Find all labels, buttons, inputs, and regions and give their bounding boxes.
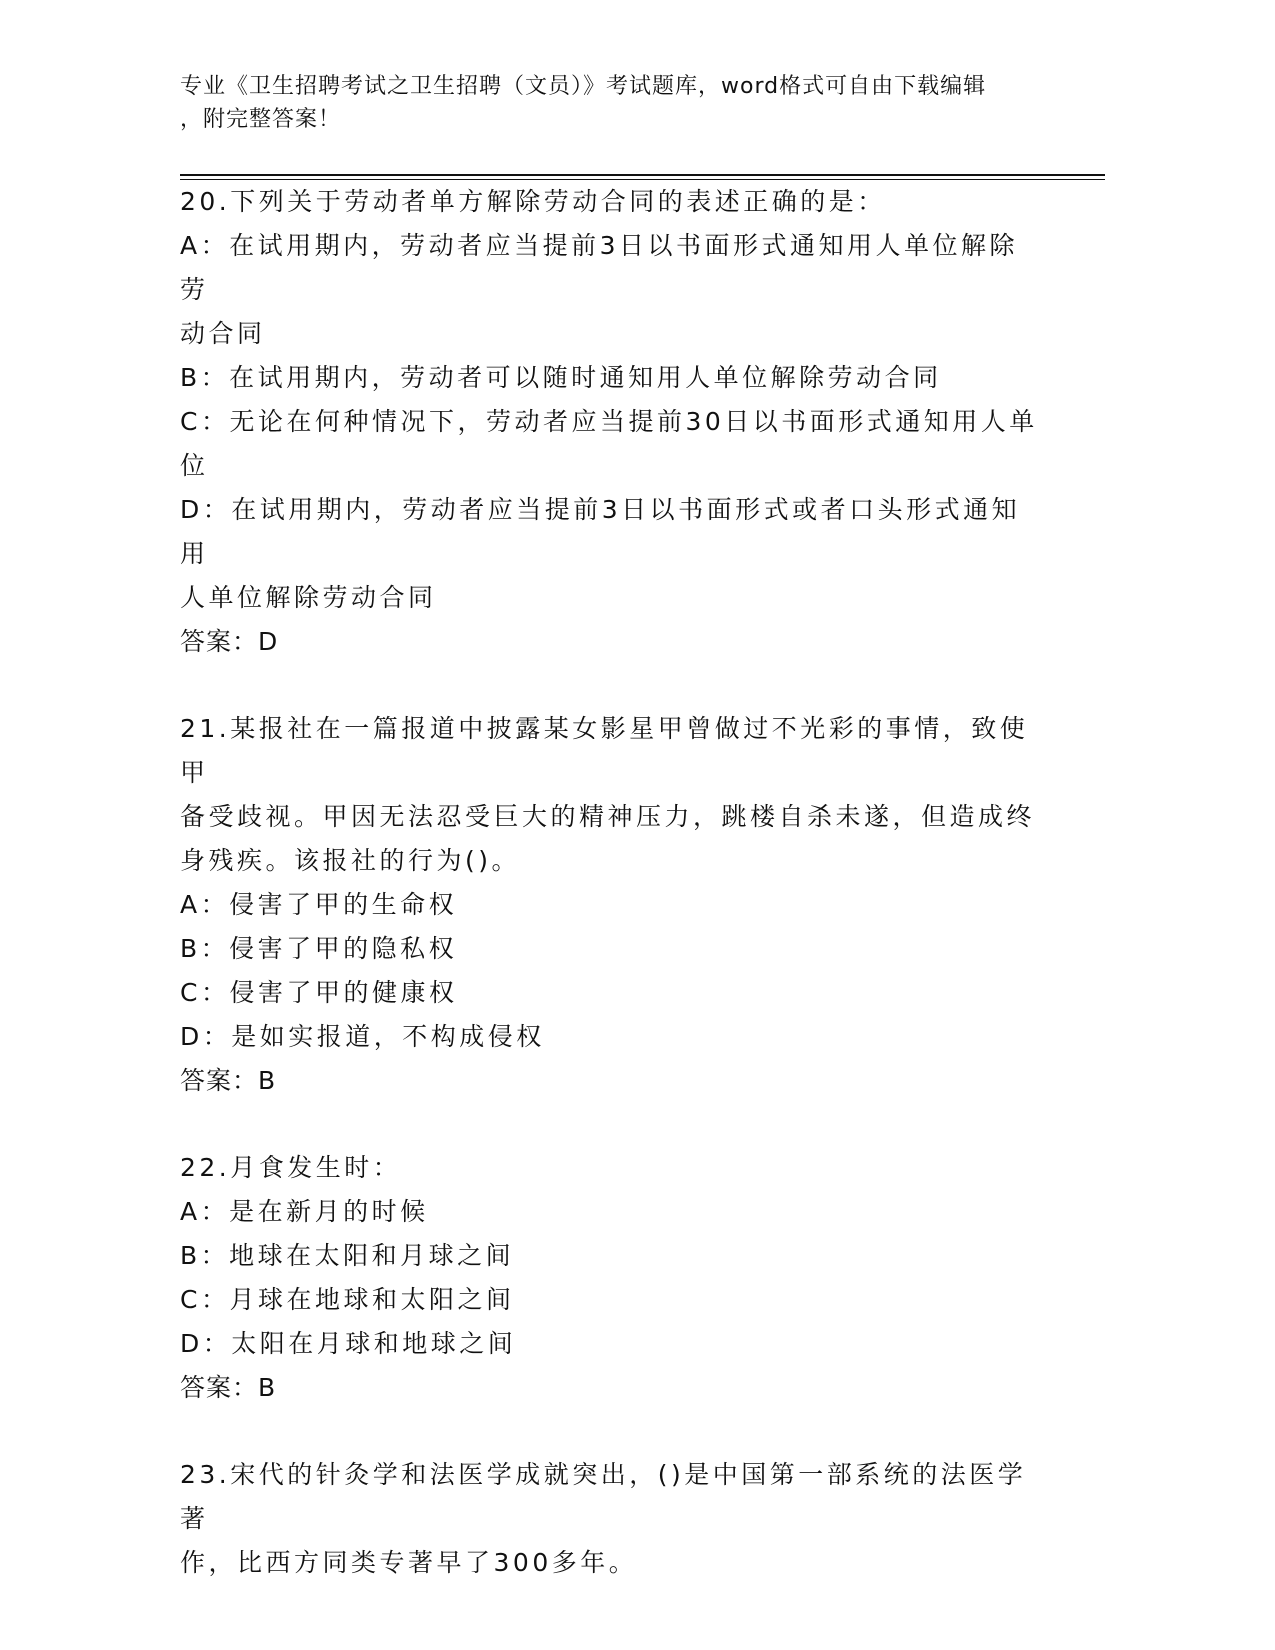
header-line-2: ，附完整答案！ (180, 107, 342, 132)
question-stem-continued: 备受歧视。甲因无法忍受巨大的精神压力，跳楼自杀未遂，但造成终 (180, 802, 1036, 831)
option-c: C：侵害了甲的健康权 (180, 978, 458, 1007)
document-header (180, 70, 1030, 136)
question-22 (180, 1146, 1040, 1410)
question-stem: 21.某报社在一篇报道中披露某女影星甲曾做过不光彩的事情，致使甲 (180, 714, 1029, 787)
question-stem: 22.月食发生时： (180, 1153, 402, 1182)
option-a: A：是在新月的时候 (180, 1197, 429, 1226)
header-line-1: 专业《卫生招聘考试之卫生招聘（文员）》考试题库，word格式可自由下载编辑 (180, 74, 987, 99)
option-d: D：太阳在月球和地球之间 (180, 1329, 517, 1358)
option-c-continued: 位 (180, 451, 209, 480)
option-d: D：是如实报道，不构成侵权 (180, 1022, 545, 1051)
question-21 (180, 707, 1040, 1103)
option-d-continued: 人单位解除劳动合同 (180, 583, 437, 612)
option-c: C：无论在何种情况下，劳动者应当提前30日以书面形式通知用人单 (180, 407, 1038, 436)
question-stem: 20.下列关于劳动者单方解除劳动合同的表述正确的是： (180, 187, 886, 216)
option-b: B：地球在太阳和月球之间 (180, 1241, 515, 1270)
question-23 (180, 1453, 1040, 1585)
option-b: B：在试用期内，劳动者可以随时通知用人单位解除劳动合同 (180, 363, 942, 392)
option-a-continued: 动合同 (180, 319, 266, 348)
question-stem-continued: 作，比西方同类专著早了300多年。 (180, 1548, 638, 1577)
question-list (180, 180, 1040, 1628)
question-stem-continued: 身残疾。该报社的行为()。 (180, 846, 521, 875)
option-d: D：在试用期内，劳动者应当提前3日以书面形式或者口头形式通知用 (180, 495, 1021, 568)
question-stem: 23.宋代的针灸学和法医学成就突出，()是中国第一部系统的法医学著 (180, 1460, 1027, 1533)
option-a: A：侵害了甲的生命权 (180, 890, 458, 919)
option-a: A：在试用期内，劳动者应当提前3日以书面形式通知用人单位解除劳 (180, 231, 1019, 304)
header-divider-thick (180, 174, 1105, 176)
option-b: B：侵害了甲的隐私权 (180, 934, 458, 963)
answer: 答案：B (180, 1066, 277, 1095)
answer: 答案：B (180, 1373, 277, 1402)
answer: 答案：D (180, 627, 279, 656)
question-20 (180, 180, 1040, 664)
option-c: C：月球在地球和太阳之间 (180, 1285, 515, 1314)
